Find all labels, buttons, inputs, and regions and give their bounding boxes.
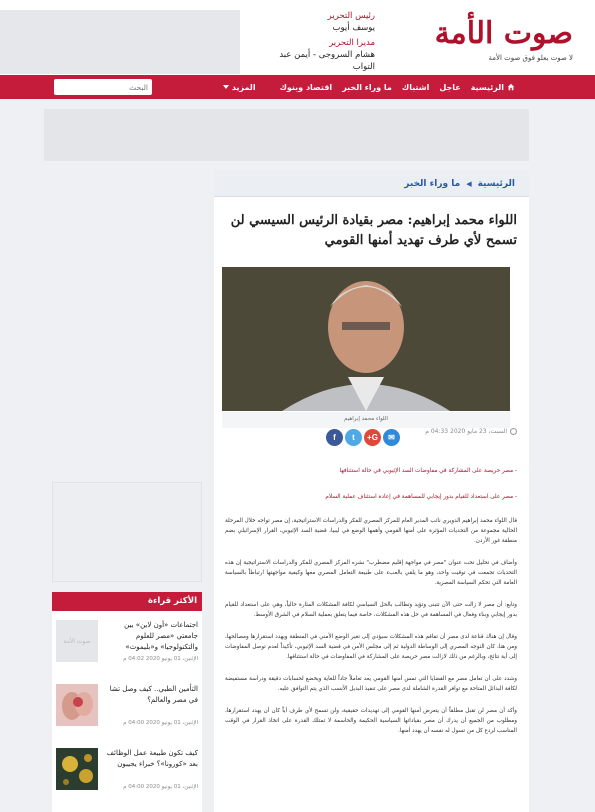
clock-icon [510, 428, 517, 435]
article-paragraph: وأضاف في تحليل تحت عنوان "مصر في مواجهة إقليم مضطرب" نشره المركز المصري للفكر والدراسات الاستراتيجية إن هذه التحديات تجمعت في توقيت واحد، وهو ما يلقي بالعبء على طبيعة التعامل المصري معها وكيفية مواجهتها ارتباطاً بالسياسة العامة التي تحكم السياسة المصرية. [225, 560, 517, 586]
highlight-item: - مصر حريصة على المشاركة في مفاوضات السد الإثيوبي في حالة استئنافها [339, 468, 517, 474]
article-paragraph: وشدد على أن تعامل مصر مع القضايا التي تمس أمنها القومي يعد تعاملاً جاداً للغاية ويخضع لحسابات دقيقة ودراسة مستفيضة لكافة البدائل المتاحة مع توافر القدرة الشاملة لدى مصر على تنفيذ البديل الأنسب الذي يتم التوافق عليه. [225, 676, 517, 692]
most-read-title[interactable]: كيف تكون طبيعة عمل الوظائف بعد «كورونا»؟ خبراء يجيبون [106, 749, 198, 768]
header-ad-slot [0, 10, 240, 74]
nav-menu [223, 75, 515, 99]
facebook-share-icon[interactable]: f [326, 429, 343, 446]
most-read-thumbnail[interactable] [56, 684, 98, 726]
banner-ad-slot [44, 109, 529, 161]
chief-editor-role: رئيس التحرير [327, 11, 375, 21]
share-buttons [326, 429, 400, 446]
nav-item-more[interactable] [223, 83, 256, 92]
site-logo[interactable] [423, 16, 573, 66]
most-read-header: الأكثر قراءة [52, 592, 202, 611]
chevron-down-icon [223, 85, 229, 89]
article-highlights [225, 466, 517, 518]
twitter-share-icon[interactable]: t [345, 429, 362, 446]
most-read-item[interactable] [52, 620, 202, 670]
breadcrumb [214, 171, 529, 197]
most-read-date: الإثنين، 01 يونيو 2020 04:00 م [123, 784, 198, 790]
highlight-item: - مصر على استعداد للقيام بدور إيجابي للمساهمة في إعادة استئناف عملية السلام [325, 494, 517, 500]
nav-item-home[interactable] [471, 83, 515, 92]
nav-item-behind-news[interactable] [342, 83, 392, 92]
article-paragraph: وقال إن هناك قناعة لدى مصر أن تفاقم هذه المشكلات سيؤدي إلى تغير الوضع الأمني في المنطقة ويهدد استقرارها ومصالحها، ومن هنا، كان التوجه المصري إلى الوساطة الدولية ثم إلى مجلس الأمن في قضية السد الإثيوبي، تأكيداً لعدم توصل المفاوضات إلى أية نتائج، وبالرغم من ذلك لازالت مصر حريصة على المشاركة في المفاوضات في حالة استئنافها. [225, 634, 517, 660]
nav-item-label: اقتصاد وبنوك [279, 82, 333, 92]
portrait-image [222, 267, 510, 411]
logo-tagline: لا صوت يعلو فوق صوت الأمة [488, 54, 573, 62]
chief-editor-name: يوسف أيوب [332, 23, 375, 33]
most-read-thumbnail[interactable]: صوت الأمة [56, 620, 98, 662]
photo-caption: اللواء محمد إبراهيم [222, 412, 510, 428]
article-container [214, 171, 529, 812]
managing-editors-names: هشام السروجى - أيمن عبد التواب [279, 50, 375, 72]
nav-item-label: اشتباك [401, 82, 430, 92]
search-box [54, 79, 152, 95]
nav-item-economy[interactable] [280, 83, 333, 92]
nav-more-label: المزيد [231, 82, 256, 92]
article-paragraph: وتابع: أن مصر لا زالت حتى الآن تتبنى وتؤيد وتطالب بالحل السياسي لكافة المشكلات المثارة حالياً، وهي على استعداد للقيام بدور إيجابي وبناء وفعال في المساهمة في حل هذه المشكلات، خاصة فيما يتعلق بعملية السلام في الشرق الأوسط. [225, 602, 517, 618]
most-read-item[interactable] [52, 684, 202, 734]
article-photo [222, 267, 510, 411]
nav-item-label: ما وراء الخبر [342, 82, 392, 92]
breadcrumb-separator-icon: ◀ [466, 179, 472, 188]
most-read-widget [52, 592, 202, 812]
site-header [0, 0, 595, 75]
most-read-date: الإثنين، 01 يونيو 2020 04:02 م [123, 656, 198, 662]
article-date-text: السبت، 23 مايو 2020 04:33 م [425, 428, 507, 435]
nav-item-clash[interactable] [402, 83, 429, 92]
nav-item-label: الرئيسية [470, 82, 504, 92]
article-date [425, 428, 517, 435]
article-title: اللواء محمد إبراهيم: مصر بقيادة الرئيس السيسي لن تسمح لأي طرف تهديد أمنها القومي [230, 213, 517, 248]
breadcrumb-home[interactable]: الرئيسية [477, 178, 515, 189]
nav-item-urgent[interactable] [439, 83, 460, 92]
most-read-item[interactable] [52, 748, 202, 798]
hands-image [56, 684, 98, 726]
most-read-date: الإثنين، 01 يونيو 2020 04:00 م [123, 720, 198, 726]
home-icon [507, 83, 515, 91]
most-read-title[interactable]: التأمين الطبي.. كيف وصل تشا في مصر والعالم؟ [109, 685, 198, 704]
main-navbar [0, 75, 595, 99]
sidebar-ad-slot [52, 482, 202, 582]
nav-item-label: عاجل [439, 82, 461, 92]
most-read-thumbnail[interactable] [56, 748, 98, 790]
article-paragraph: قال اللواء محمد إبراهيم الدويري نائب المدير العام للمركز المصري للفكر والدراسات الاستراتيجية، إن مصر تواجه خلال المرحلة الحالية مجموعة من التحديات المؤثرة على أمنها القومي وأهمها الوضع في ليبيا، قضية السد الإثيوبي، القرار الإسرائيلي بضم منطقة غور الأردن. [225, 518, 517, 544]
most-read-title[interactable]: اجتماعات «أون لاين» بين جامعتي «مصر للعلوم والتكنولوجيا» و«بليموث» [124, 621, 198, 651]
managing-editors-role: مديرا التحرير [329, 38, 375, 48]
virus-image [56, 748, 98, 790]
google-plus-share-icon[interactable]: G+ [364, 429, 381, 446]
article-paragraph: وأكد أن مصر لن تقبل مطلقاً أن يتعرض أمنها القومي إلى تهديدات حقيقية، ولن تسمح لأي طرف أياً كان أن يهدد استقرارها، ومطلوب من الجميع أن يدرك أن مصر بقياداتها السياسية الحكيمة والحاسمة لا تمتلك القدرة على اتخاذ القرار في الوقت المناسب لردع كل من تسول له نفسه أن يهدد أمنها. [225, 708, 517, 734]
breadcrumb-section[interactable]: ما وراء الخبر [404, 178, 461, 189]
logo-text: صوت الأمة [434, 16, 573, 51]
editors-block [255, 10, 375, 73]
article-body [225, 516, 517, 748]
messenger-share-icon[interactable]: ✉ [383, 429, 400, 446]
search-input[interactable] [54, 79, 152, 95]
